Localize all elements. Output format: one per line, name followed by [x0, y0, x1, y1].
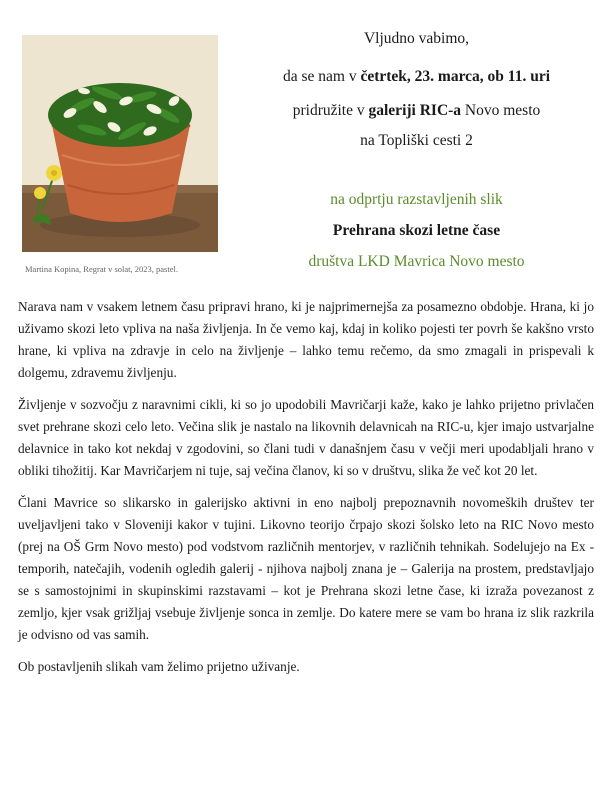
- image-caption: Martina Kopina, Regrat v solat, 2023, pastel.: [25, 264, 178, 274]
- invitation-venue-line: [222, 102, 611, 121]
- paragraph-4: Ob postavljenih slikah vam želimo prijetno uživanje.: [18, 659, 300, 674]
- venue-city: Novo mesto: [461, 102, 541, 119]
- event-date: četrtek, 23. marca, ob 11. uri: [360, 68, 551, 85]
- exhibition-title: Prehrana skozi letne čase: [332, 222, 501, 239]
- invitation-date-line: [222, 68, 611, 87]
- invitation-greeting: Vljudno vabimo,: [363, 30, 470, 47]
- society-name: društva LKD Mavrica Novo mesto: [308, 253, 525, 270]
- painting-dandelion-salad: [22, 35, 218, 252]
- paragraph-2: Življenje v sozvočju z naravnimi cikli, ki so jo upodobili Mavričarji kaže, kako je lahko prijetno privlačen svet prehrane skozi celo leto. Večina slik je nastalo na likovnih delavnicah na RIC-u, kjer imajo ustvarjalne delavnice in tako kot nekdaj v zgodovini, so člani tudi v današnjem času v večji meri upodabljali hrano v obliki tihožitij. Kar Mavričarjem ni tuje, saj večina članov, ki so v društvu, slika že več kot 20 let.: [18, 397, 594, 478]
- paragraph-1: Narava nam v vsakem letnem času pripravi hrano, ki je najprimernejša za posamezno obdobje. Hrana, ki jo uživamo skozi leto vpliva na naša življenja. In če vemo kaj, kdaj in koliko pojesti ter povrh še kakšno vrsto hrane, ki vpliva na zdravje in celo na življenje – lahko temu rečemo, da smo zmagali in prispevali k dolgemu, zdravemu življenju.: [18, 299, 594, 380]
- invitation-occasion: na odprtju razstavljenih slik: [330, 191, 503, 208]
- body-text: [18, 296, 594, 688]
- invitation-address: na Topliški cesti 2: [360, 132, 473, 149]
- venue-line-prefix: pridružite v: [292, 102, 369, 119]
- venue-name: galeriji RIC-a: [368, 102, 462, 119]
- paragraph-3: Člani Mavrice so slikarsko in galerijsko aktivni in eno najbolj prepoznavnih novomeških društev ter uveljavljeni tako v Sloveniji kakor v tujini. Likovno teorijo črpajo skozi šolsko leto na RIC Novo mesto (prej na OŠ Grm Novo mesto) pod vodstvom različnih mentorjev, v različnih tehnikah. Sodelujejo na Ex - temporih, natečajih, vodenih ogledih galerij - njihova najbolj znana je – Galerija na prostem, predstavljajo se s samostojnimi in skupinskimi razstavami – kot je Prehrana skozi letne čase, ki izraža povezanost z zemljo, kjer vsak grižljaj vsebuje življenje sonca in zemlje. Do katere mere se vam bo hrana iz slik razkrila je odvisno od vas samih.: [18, 495, 594, 642]
- date-line-prefix: da se nam v: [282, 68, 361, 85]
